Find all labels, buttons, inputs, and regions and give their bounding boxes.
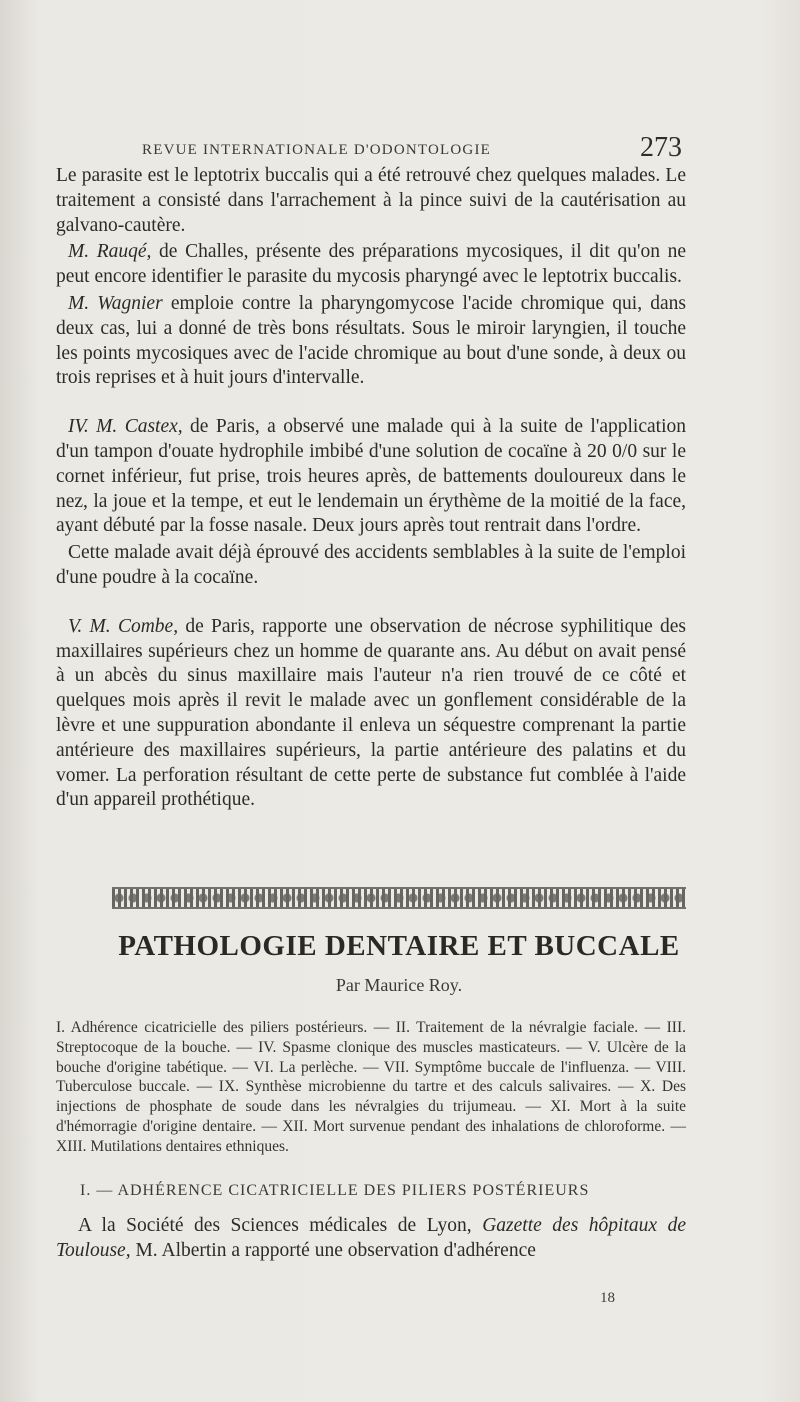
page-number: 273 [640, 132, 682, 163]
paragraph-lead: M. Rauqé, [68, 241, 152, 263]
paragraph [56, 615, 686, 813]
paragraph-lead: IV. M. Castex, [68, 416, 183, 438]
subheading: I. — ADHÉRENCE CICATRICIELLE DES PILIERS POSTÉRIEURS [80, 1182, 590, 1199]
paragraph-text: Le parasite est le leptotrix buccalis qui a été retrouvé chez quelques malades. Le traitement a consisté dans l'arrachement à la pince suivi de la cautérisation au galvano-cautère. [56, 165, 686, 236]
paragraph [56, 164, 686, 238]
closing-paragraph [56, 1214, 686, 1264]
paragraph-text: Cette malade avait déjà éprouvé des accidents semblables à la suite de l'emploi d'une poudre à la cocaïne. [56, 542, 686, 588]
paragraph [56, 415, 686, 539]
section-author: Par Maurice Roy. [335, 975, 463, 995]
section-title: PATHOLOGIE DENTAIRE ET BUCCALE [118, 930, 680, 962]
closing-before: A la Société des Sciences médicales de Lyon, [78, 1215, 483, 1236]
ornamental-divider [112, 887, 686, 909]
paragraph-text: emploie contre la pharyngomycose l'acide chromique qui, dans deux cas, lui a donné de très bons résultats. Sous le miroir laryngien, il touche les points mycosiques avec de l'acide chromique au bout d'une sonde, à deux ou trois reprises et à huit jours d'intervalle. [56, 292, 687, 389]
signature-mark: 18 [600, 1290, 615, 1306]
paragraph-text: de Paris, a observé une malade qui à la suite de l'application d'un tampon d'ouate hydrophile imbibé d'une solution de cocaïne à 20 0/0 sur le cornet inférieur, fut prise, trois heures après, de battements douloureux dans le nez, la joue et la tempe, et eut le lendemain un érythème de la moitié de la face, ayant débuté par la fosse nasale. Deux jours après tout rentrait dans l'ordre. [56, 416, 686, 537]
running-title: REVUE INTERNATIONALE D'ODONTOLOGIE [142, 142, 492, 158]
journal-title: Gazette des hôpitaux de Toulouse, [56, 1215, 686, 1261]
paragraph-text: de Challes, présente des préparations mycosiques, il dit qu'on ne peut encore identifier le parasite du mycosis pharyngé avec le leptotrix buccalis. [56, 241, 686, 288]
closing-after: M. Albertin a rapporté une observation d'adhérence [130, 1239, 536, 1261]
section-summary: I. Adhérence cicatricielle des piliers postérieurs. — II. Traitement de la névralgie faciale. — III. Streptocoque de la bouche. — IV. Spasme clonique des muscles masticateurs. — V. Ulcère de la bouche d'origine tabétique. — VI. La perlèche. — VII. Symptôme buccale de l'influenza. — VIII. Tuberculose buccale. — IX. Synthèse microbienne du tartre et des calculs salivaires. — X. Des injections de phosphate de soude dans les névralgies du trijumeau. — XI. Mort à la suite d'hémorragie d'origine dentaire. — XII. Mort survenue pendant des inhalations de chloroforme. — XIII. Mutilations dentaires ethniques. [56, 1019, 686, 1155]
paragraph [56, 292, 686, 391]
paragraph-lead: M. Wagnier [68, 292, 163, 314]
paragraph-lead: V. M. Combe, [68, 615, 179, 637]
body-text [56, 164, 686, 837]
page-header [142, 128, 682, 164]
paragraph [56, 240, 686, 290]
paragraph-text: de Paris, rapporte une observation de nécrose syphilitique des maxillaires supérieurs chez un homme de quarante ans. Au début on avait pensé à un abcès du sinus maxillaire mais l'auteur n'a rien trouvé de ce côté et quelques mois après il revit le malade avec un gonflement considérable de la lèvre et une suppuration abondante il enleva un séquestre comprenant la partie antérieure des maxillaires supérieurs, la partie antérieure des palatins et du vomer. La perforation résultant de cette perte de substance fut comblée à l'aide d'un appareil prothétique. [56, 615, 687, 811]
paragraph [56, 541, 686, 591]
